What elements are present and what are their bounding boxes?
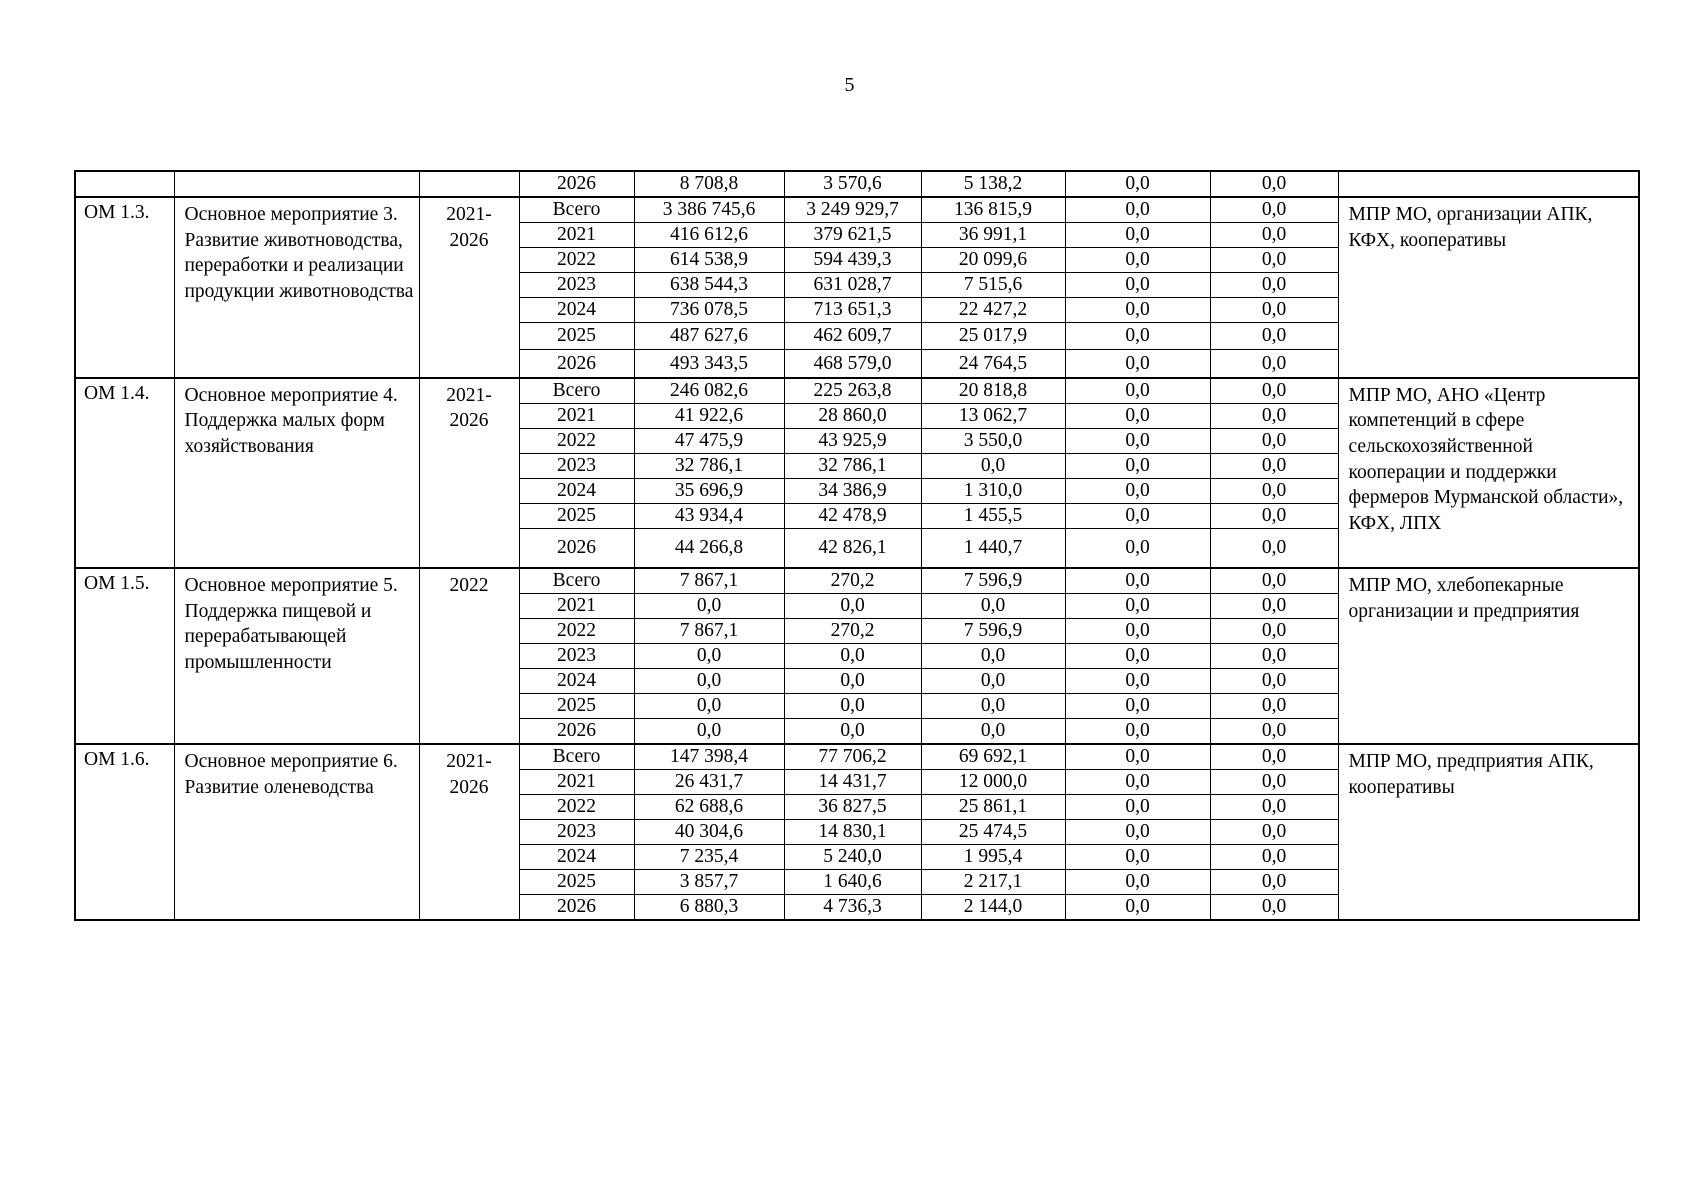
value-cell: 0,0 (1065, 248, 1210, 273)
value-cell: 5 240,0 (784, 845, 921, 870)
value-cell: 0,0 (634, 694, 784, 719)
year-cell: 2024 (519, 845, 634, 870)
value-cell: 36 827,5 (784, 795, 921, 820)
value-cell: 0,0 (1065, 820, 1210, 845)
value-cell: 2 144,0 (921, 895, 1065, 921)
value-cell: 0,0 (1210, 719, 1338, 745)
year-cell: 2023 (519, 820, 634, 845)
year-cell: 2026 (519, 350, 634, 378)
value-cell: 7 596,9 (921, 619, 1065, 644)
value-cell: 0,0 (1210, 350, 1338, 378)
value-cell: 0,0 (1065, 870, 1210, 895)
value-cell: 0,0 (1210, 223, 1338, 248)
value-cell: 4 736,3 (784, 895, 921, 921)
value-cell: 0,0 (1210, 197, 1338, 223)
empty-cell (174, 171, 419, 197)
value-cell: 0,0 (1065, 795, 1210, 820)
value-cell: 0,0 (1210, 478, 1338, 503)
value-cell: 0,0 (921, 453, 1065, 478)
value-cell: 0,0 (1065, 528, 1210, 568)
measure-period: 2021- 2026 (419, 197, 519, 378)
value-cell: 3 857,7 (634, 870, 784, 895)
value-cell: 0,0 (1065, 744, 1210, 770)
measure-name: Основное мероприятие 3. Развитие животноводства, переработки и реализации продукции животноводства (174, 197, 419, 378)
measure-code: ОМ 1.3. (75, 197, 174, 378)
value-cell: 0,0 (1065, 197, 1210, 223)
responsible-executor: МПР МО, организации АПК, КФХ, кооперативы (1338, 197, 1639, 378)
value-cell: 0,0 (634, 644, 784, 669)
value-cell: 3 249 929,7 (784, 197, 921, 223)
value-cell: 614 538,9 (634, 248, 784, 273)
value-cell: 20 099,6 (921, 248, 1065, 273)
value-cell: 7 235,4 (634, 845, 784, 870)
value-cell: 7 515,6 (921, 273, 1065, 298)
measure-code: ОМ 1.4. (75, 378, 174, 569)
page-number: 5 (844, 74, 855, 96)
value-cell: 43 934,4 (634, 503, 784, 528)
value-cell: 0,0 (1065, 619, 1210, 644)
year-cell: 2021 (519, 223, 634, 248)
value-cell: 0,0 (1210, 428, 1338, 453)
value-cell: 487 627,6 (634, 323, 784, 350)
value-cell: 246 082,6 (634, 378, 784, 404)
measure-name: Основное мероприятие 6. Развитие оленеводства (174, 744, 419, 920)
value-cell: 462 609,7 (784, 323, 921, 350)
year-cell: 2023 (519, 273, 634, 298)
year-cell: 2023 (519, 453, 634, 478)
value-cell: 0,0 (1210, 298, 1338, 323)
value-cell: 0,0 (1210, 845, 1338, 870)
value-cell: 0,0 (1065, 350, 1210, 378)
value-cell: 0,0 (1065, 719, 1210, 745)
year-cell: 2025 (519, 694, 634, 719)
responsible-executor: МПР МО, хлебопекарные организации и предприятия (1338, 568, 1639, 744)
year-cell: 2022 (519, 619, 634, 644)
year-cell: Всего (519, 744, 634, 770)
table-row (75, 568, 1639, 594)
value-cell: 0,0 (1065, 503, 1210, 528)
measure-group (75, 378, 1639, 569)
value-cell: 0,0 (1065, 478, 1210, 503)
value-cell: 0,0 (1065, 669, 1210, 694)
value-cell: 0,0 (1210, 744, 1338, 770)
value-cell: 0,0 (1210, 248, 1338, 273)
table-row (75, 197, 1639, 223)
value-cell: 0,0 (1210, 378, 1338, 404)
value-cell: 0,0 (1210, 568, 1338, 594)
value-cell: 225 263,8 (784, 378, 921, 404)
year-cell: 2021 (519, 403, 634, 428)
year-cell: 2026 (519, 528, 634, 568)
year-cell: Всего (519, 197, 634, 223)
value-cell: 32 786,1 (784, 453, 921, 478)
value-cell: 0,0 (1210, 171, 1338, 197)
year-cell: 2025 (519, 503, 634, 528)
value-cell: 1 310,0 (921, 478, 1065, 503)
value-cell: 136 815,9 (921, 197, 1065, 223)
value-cell: 20 818,8 (921, 378, 1065, 404)
year-cell: 2026 (519, 719, 634, 745)
value-cell: 62 688,6 (634, 795, 784, 820)
value-cell: 24 764,5 (921, 350, 1065, 378)
value-cell: 638 544,3 (634, 273, 784, 298)
value-cell: 25 861,1 (921, 795, 1065, 820)
value-cell: 0,0 (1210, 820, 1338, 845)
value-cell: 0,0 (634, 594, 784, 619)
measure-period: 2021- 2026 (419, 378, 519, 569)
value-cell: 8 708,8 (634, 171, 784, 197)
value-cell: 2 217,1 (921, 870, 1065, 895)
value-cell: 0,0 (1065, 273, 1210, 298)
value-cell: 42 826,1 (784, 528, 921, 568)
carryover-row (75, 171, 1639, 197)
value-cell: 0,0 (921, 694, 1065, 719)
year-cell: 2023 (519, 644, 634, 669)
year-cell: 2024 (519, 478, 634, 503)
value-cell: 0,0 (1210, 403, 1338, 428)
value-cell: 0,0 (784, 669, 921, 694)
value-cell: 594 439,3 (784, 248, 921, 273)
value-cell: 0,0 (1210, 528, 1338, 568)
value-cell: 0,0 (1065, 770, 1210, 795)
value-cell: 0,0 (1210, 503, 1338, 528)
value-cell: 0,0 (1065, 378, 1210, 404)
year-cell: 2025 (519, 870, 634, 895)
responsible-executor: МПР МО, АНО «Центр компетенций в сфере сельскохозяйственной кооперации и поддержки фермеров Мурманской области», КФХ, ЛПХ (1338, 378, 1639, 569)
responsible-executor: МПР МО, предприятия АПК, кооперативы (1338, 744, 1639, 920)
value-cell: 14 830,1 (784, 820, 921, 845)
value-cell: 13 062,7 (921, 403, 1065, 428)
value-cell: 69 692,1 (921, 744, 1065, 770)
value-cell: 468 579,0 (784, 350, 921, 378)
value-cell: 40 304,6 (634, 820, 784, 845)
value-cell: 0,0 (1065, 298, 1210, 323)
value-cell: 3 386 745,6 (634, 197, 784, 223)
value-cell: 7 867,1 (634, 568, 784, 594)
value-cell: 35 696,9 (634, 478, 784, 503)
value-cell: 0,0 (1065, 323, 1210, 350)
value-cell: 43 925,9 (784, 428, 921, 453)
year-cell: 2025 (519, 323, 634, 350)
measure-group (75, 744, 1639, 920)
value-cell: 41 922,6 (634, 403, 784, 428)
measure-name: Основное мероприятие 5. Поддержка пищевой и перерабатывающей промышленности (174, 568, 419, 744)
empty-cell (75, 171, 174, 197)
value-cell: 0,0 (1065, 453, 1210, 478)
value-cell: 713 651,3 (784, 298, 921, 323)
value-cell: 0,0 (1210, 453, 1338, 478)
value-cell: 1 440,7 (921, 528, 1065, 568)
value-cell: 0,0 (1065, 845, 1210, 870)
value-cell: 12 000,0 (921, 770, 1065, 795)
value-cell: 3 550,0 (921, 428, 1065, 453)
measure-group (75, 568, 1639, 744)
value-cell: 0,0 (1210, 323, 1338, 350)
value-cell: 1 640,6 (784, 870, 921, 895)
value-cell: 22 427,2 (921, 298, 1065, 323)
value-cell: 0,0 (1210, 619, 1338, 644)
year-cell: 2026 (519, 171, 634, 197)
measure-group (75, 197, 1639, 378)
year-cell: 2026 (519, 895, 634, 921)
value-cell: 0,0 (1210, 644, 1338, 669)
value-cell: 77 706,2 (784, 744, 921, 770)
value-cell: 0,0 (1065, 568, 1210, 594)
year-cell: 2022 (519, 795, 634, 820)
value-cell: 0,0 (921, 719, 1065, 745)
value-cell: 270,2 (784, 568, 921, 594)
value-cell: 736 078,5 (634, 298, 784, 323)
measure-code: ОМ 1.5. (75, 568, 174, 744)
carryover-block (75, 171, 1639, 197)
value-cell: 0,0 (1065, 223, 1210, 248)
value-cell: 0,0 (1065, 644, 1210, 669)
value-cell: 36 991,1 (921, 223, 1065, 248)
value-cell: 14 431,7 (784, 770, 921, 795)
value-cell: 0,0 (1210, 694, 1338, 719)
year-cell: 2024 (519, 298, 634, 323)
value-cell: 7 596,9 (921, 568, 1065, 594)
value-cell: 0,0 (1210, 795, 1338, 820)
value-cell: 0,0 (921, 594, 1065, 619)
value-cell: 0,0 (1210, 770, 1338, 795)
value-cell: 0,0 (784, 694, 921, 719)
value-cell: 0,0 (784, 644, 921, 669)
table-row (75, 378, 1639, 404)
year-cell: Всего (519, 568, 634, 594)
measure-name: Основное мероприятие 4. Поддержка малых форм хозяйствования (174, 378, 419, 569)
value-cell: 0,0 (1210, 870, 1338, 895)
measure-period: 2021- 2026 (419, 744, 519, 920)
value-cell: 0,0 (1210, 594, 1338, 619)
funding-table (74, 170, 1640, 921)
value-cell: 28 860,0 (784, 403, 921, 428)
value-cell: 0,0 (1065, 694, 1210, 719)
value-cell: 47 475,9 (634, 428, 784, 453)
value-cell: 0,0 (921, 669, 1065, 694)
value-cell: 3 570,6 (784, 171, 921, 197)
value-cell: 0,0 (1065, 428, 1210, 453)
value-cell: 0,0 (1210, 895, 1338, 921)
value-cell: 416 612,6 (634, 223, 784, 248)
value-cell: 25 474,5 (921, 820, 1065, 845)
value-cell: 0,0 (1210, 669, 1338, 694)
value-cell: 32 786,1 (634, 453, 784, 478)
funding-table-container (74, 170, 1640, 921)
value-cell: 493 343,5 (634, 350, 784, 378)
value-cell: 270,2 (784, 619, 921, 644)
value-cell: 7 867,1 (634, 619, 784, 644)
year-cell: Всего (519, 378, 634, 404)
value-cell: 0,0 (1065, 171, 1210, 197)
value-cell: 6 880,3 (634, 895, 784, 921)
value-cell: 0,0 (634, 719, 784, 745)
value-cell: 631 028,7 (784, 273, 921, 298)
value-cell: 1 995,4 (921, 845, 1065, 870)
value-cell: 379 621,5 (784, 223, 921, 248)
value-cell: 26 431,7 (634, 770, 784, 795)
year-cell: 2021 (519, 770, 634, 795)
value-cell: 0,0 (634, 669, 784, 694)
table-row (75, 744, 1639, 770)
value-cell: 25 017,9 (921, 323, 1065, 350)
value-cell: 0,0 (1065, 895, 1210, 921)
value-cell: 5 138,2 (921, 171, 1065, 197)
value-cell: 0,0 (921, 644, 1065, 669)
value-cell: 0,0 (784, 719, 921, 745)
value-cell: 147 398,4 (634, 744, 784, 770)
value-cell: 0,0 (1065, 403, 1210, 428)
value-cell: 44 266,8 (634, 528, 784, 568)
year-cell: 2021 (519, 594, 634, 619)
year-cell: 2024 (519, 669, 634, 694)
empty-cell (1338, 171, 1639, 197)
value-cell: 0,0 (1065, 594, 1210, 619)
year-cell: 2022 (519, 248, 634, 273)
empty-cell (419, 171, 519, 197)
value-cell: 0,0 (1210, 273, 1338, 298)
value-cell: 42 478,9 (784, 503, 921, 528)
year-cell: 2022 (519, 428, 634, 453)
measure-period: 2022 (419, 568, 519, 744)
measure-code: ОМ 1.6. (75, 744, 174, 920)
value-cell: 1 455,5 (921, 503, 1065, 528)
value-cell: 34 386,9 (784, 478, 921, 503)
value-cell: 0,0 (784, 594, 921, 619)
